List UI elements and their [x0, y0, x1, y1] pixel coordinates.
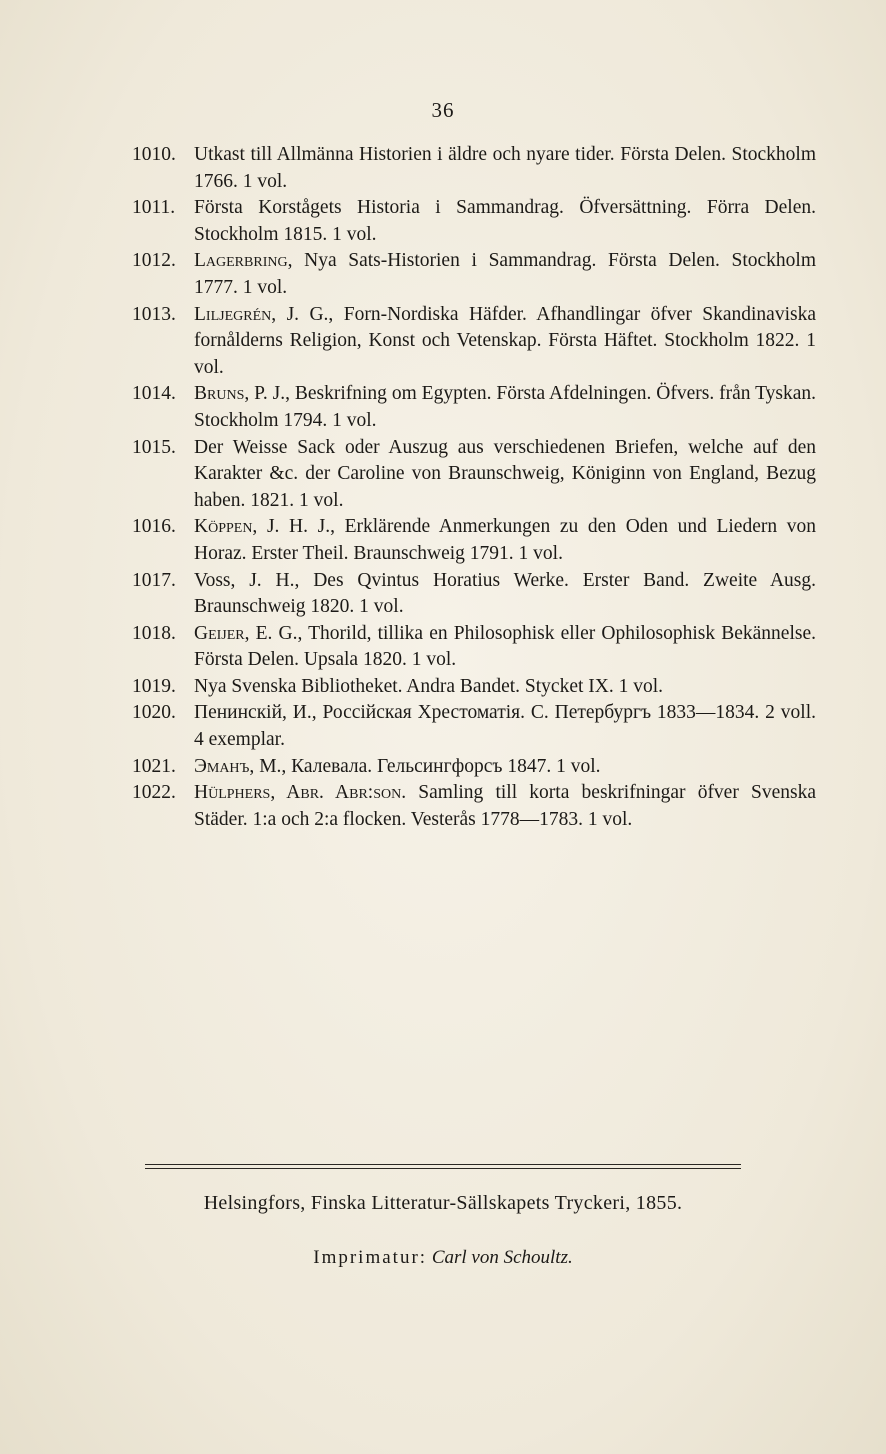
entry-number: 1020.: [132, 702, 176, 724]
entry-description: М., Калевала. Гельсингфорсъ 1847. 1 vol.: [254, 755, 601, 777]
entry-text: [194, 195, 816, 248]
catalog-entry: [132, 568, 816, 621]
imprimatur-line: [0, 1247, 886, 1269]
catalog-entry: [132, 248, 816, 301]
entry-description: J. H. J., Erklärende Anmerkungen zu den Oden und Liedern von Horaz. Erster Theil. Braunschweig 1791. 1 vol.: [194, 516, 816, 564]
catalog-entry: [132, 514, 816, 567]
printer-imprint: Helsingfors, Finska Litteratur-Sällskapets Tryckeri, 1855.: [203, 1192, 683, 1214]
entry-description: Пенинскій, И., Россійская Хрестоматія. С. Петербургъ 1833—1834. 2 voll. 4 exemplar.: [194, 702, 816, 751]
entry-text: [194, 142, 816, 195]
footer-double-rule: [145, 1164, 741, 1172]
entry-number: 1011.: [132, 197, 176, 219]
catalog-entry: [132, 142, 816, 195]
entry-description: Der Weisse Sack oder Auszug aus verschiedenen Briefen, welche auf den Karakter &c. der Caroline von Braunschweig, Königinn von England, Bezug haben. 1821. 1 vol.: [194, 436, 816, 511]
entry-number: 1014.: [132, 383, 176, 405]
catalog-entry: [132, 674, 816, 701]
entry-author: Эманъ,: [194, 755, 255, 777]
entry-description: Första Korstågets Historia i Sammandrag. Öfversättning. Förra Delen. Stockholm 1815. 1 vol.: [194, 197, 816, 245]
entry-author: Geijer,: [194, 622, 250, 644]
entry-author: Liljegrén,: [194, 303, 277, 325]
entry-description: J. G., Forn-Nordiska Häfder. Afhandlingar öfver Skandinaviska fornålderns Religion, Konst och Vetenskap. Första Häftet. Stockholm 1822. 1 vol.: [194, 303, 816, 378]
entry-number: 1019.: [132, 675, 176, 697]
entry-author: Hülphers, Abr. Abr:son.: [194, 782, 407, 804]
entry-description: P. J., Beskrifning om Egypten. Första Afdelningen. Öfvers. från Tyskan. Stockholm 1794. 1 vol.: [194, 383, 816, 431]
catalog-entry: [132, 780, 816, 833]
entry-number: 1018.: [132, 622, 176, 644]
entry-number: 1022.: [132, 782, 176, 804]
entry-number: 1017.: [132, 569, 176, 591]
catalog-entry: [132, 195, 816, 248]
entry-author: Köppen,: [194, 516, 258, 538]
entry-text: [194, 514, 816, 567]
entry-description: Nya Svenska Bibliotheket. Andra Bandet. Stycket IX. 1 vol.: [194, 675, 664, 697]
entry-number: 1015.: [132, 436, 176, 458]
catalog-entry: [132, 754, 816, 781]
catalog-entry: [132, 700, 816, 753]
entry-description: E. G., Thorild, tillika en Philosophisk eller Ophilosophisk Bekännelse. Första Delen. Upsala 1820. 1 vol.: [194, 622, 816, 671]
entry-description: Voss, J. H., Des Qvintus Horatius Werke. Erster Band. Zweite Ausg. Braunschweig 1820. 1 vol.: [194, 569, 816, 618]
entry-number: 1010.: [132, 144, 176, 165]
catalog-entry: [132, 621, 816, 674]
entry-description: Samling till korta beskrifningar öfver Svenska Städer. 1:a och 2:a flocken. Vesterås 1778—1783. 1 vol.: [194, 782, 817, 830]
imprimatur-label: Imprimatur:: [313, 1247, 428, 1268]
entry-text: [194, 621, 816, 674]
entry-number: 1016.: [132, 516, 176, 538]
catalog-entry: [132, 435, 816, 515]
entry-text: [194, 302, 816, 382]
entry-number: 1013.: [132, 303, 176, 325]
imprimatur-name: Carl von Schoultz.: [431, 1247, 573, 1268]
entry-author: Bruns,: [194, 383, 250, 405]
entry-number: 1012.: [132, 250, 176, 272]
entry-number: 1021.: [132, 755, 176, 777]
catalog-entry-list: [132, 142, 816, 833]
entry-text: [194, 568, 816, 621]
entry-author: Lagerbring,: [194, 250, 293, 272]
entry-text: [194, 754, 816, 781]
divider: [145, 1164, 741, 1165]
entry-description: Utkast till Allmänna Historien i äldre och nyare tider. Första Delen. Stockholm 1766. 1 vol.: [194, 144, 816, 192]
entry-text: [194, 248, 816, 301]
catalog-entry: [132, 302, 816, 382]
entry-text: [194, 381, 816, 434]
catalog-entry: [132, 381, 816, 434]
entry-text: [194, 700, 816, 753]
page-number: 36: [431, 98, 455, 122]
entry-description: Nya Sats-Historien i Sammandrag. Första Delen. Stockholm 1777. 1 vol.: [194, 250, 816, 298]
divider: [145, 1168, 741, 1169]
entry-text: [194, 674, 816, 701]
entry-text: [194, 780, 816, 833]
entry-text: [194, 435, 816, 515]
